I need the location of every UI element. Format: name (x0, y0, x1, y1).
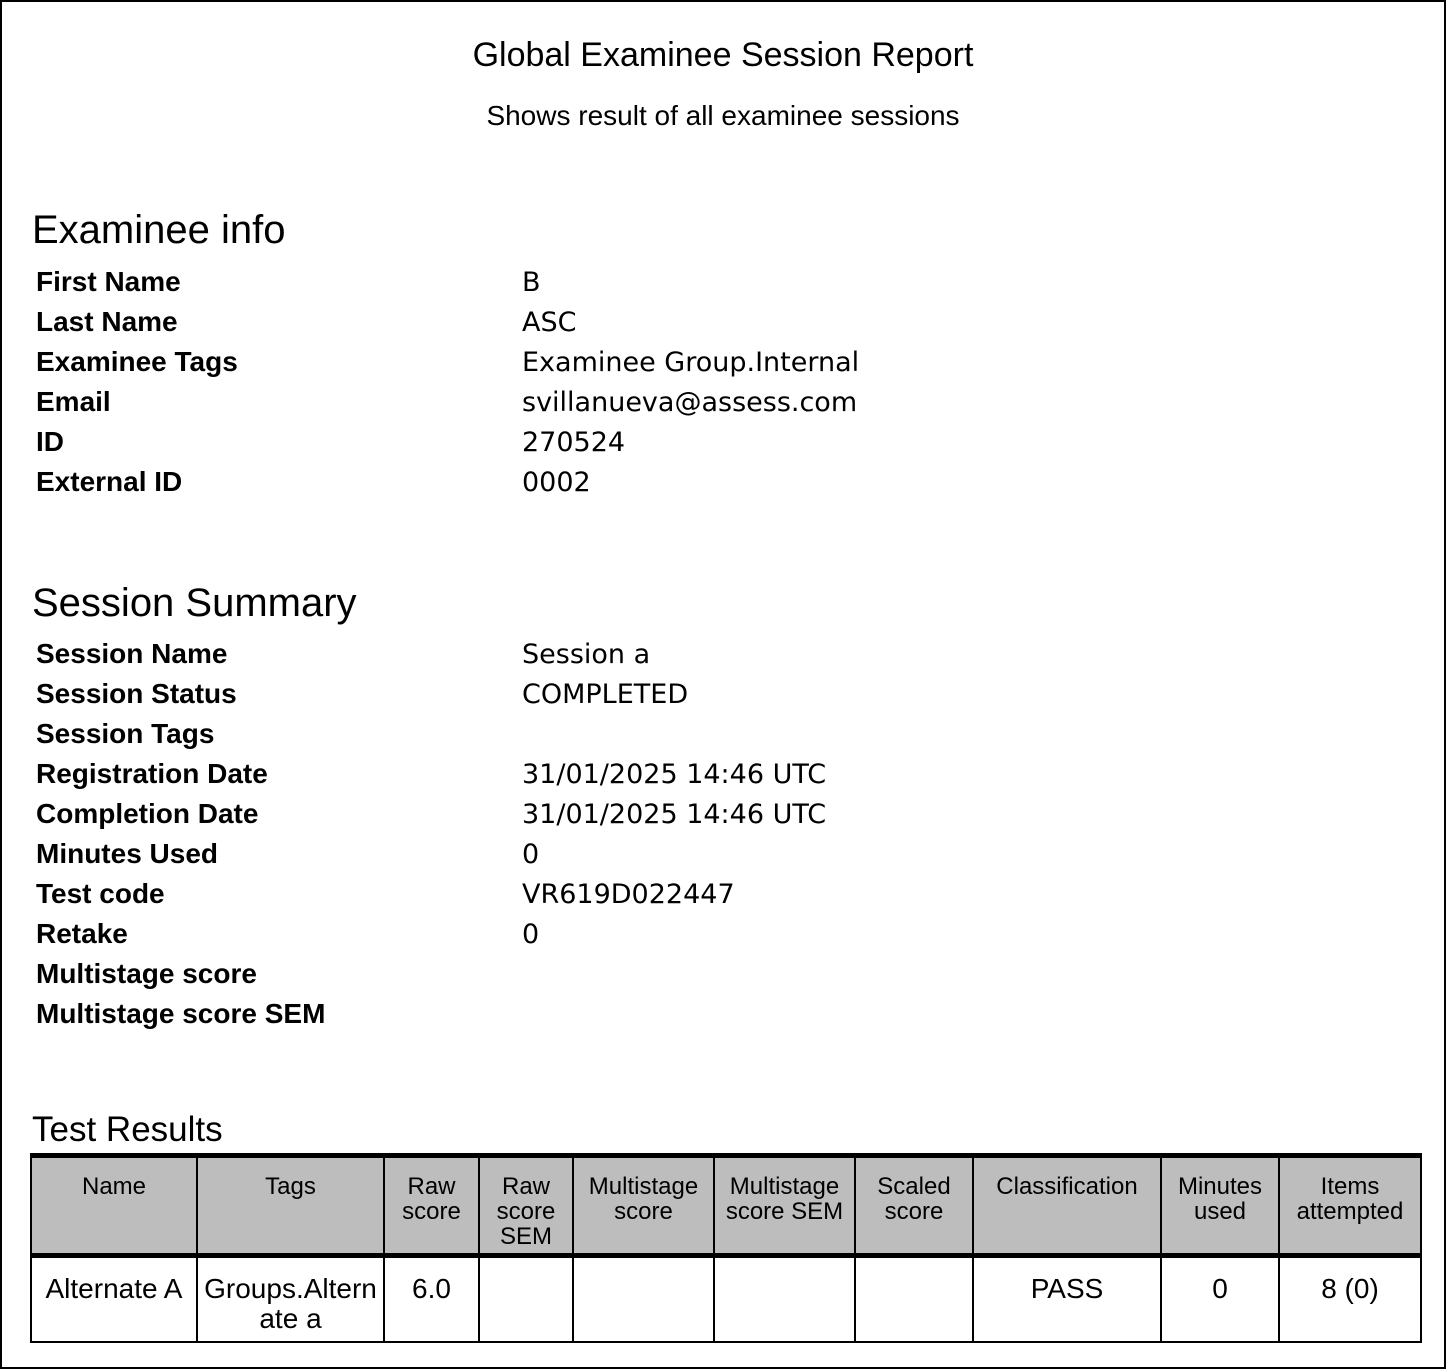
info-row (36, 914, 1036, 954)
info-row (36, 834, 1036, 874)
info-value: 270524 (522, 426, 626, 458)
column-header: Classification (973, 1156, 1161, 1256)
table-cell (714, 1256, 855, 1342)
info-label: External ID (36, 466, 183, 497)
info-row (36, 794, 1036, 834)
column-header: Minutes used (1161, 1156, 1279, 1256)
info-row (36, 874, 1036, 914)
info-value: Examinee Group.Internal (522, 346, 860, 378)
table-cell: 6.0 (384, 1256, 479, 1342)
info-value: VR619D022447 (522, 878, 735, 910)
column-header: Multistage score (573, 1156, 714, 1256)
session-summary-heading: Session Summary (32, 581, 357, 625)
info-row (36, 302, 1036, 342)
info-label: Session Tags (36, 718, 215, 749)
test-results-table (30, 1153, 1422, 1343)
info-value: ASC (522, 306, 577, 338)
info-row (36, 342, 1036, 382)
report-subtitle: Shows result of all examinee sessions (486, 100, 960, 131)
info-label: First Name (36, 266, 181, 297)
table-cell: PASS (973, 1256, 1161, 1342)
table-cell (479, 1256, 573, 1342)
info-label: Test code (36, 878, 165, 909)
info-label: Session Status (36, 678, 237, 709)
info-label: Last Name (36, 306, 178, 337)
table-cell: Groups.Alternate a (197, 1256, 384, 1342)
info-label: Minutes Used (36, 838, 219, 869)
info-value: Session a (522, 638, 651, 670)
column-header: Name (31, 1156, 197, 1256)
table-cell: Alternate A (31, 1256, 197, 1342)
info-row (36, 674, 1036, 714)
info-row (36, 382, 1036, 422)
session-summary-list (36, 634, 1036, 1034)
info-row (36, 714, 1036, 754)
info-label: Completion Date (36, 798, 259, 829)
info-value: 0 (522, 918, 540, 950)
info-label: Email (36, 386, 111, 417)
column-header: Tags (197, 1156, 384, 1256)
info-label: Registration Date (36, 758, 268, 789)
info-label: Multistage score (36, 958, 257, 989)
info-value: COMPLETED (522, 678, 689, 710)
table-row (31, 1256, 1421, 1342)
info-label: ID (36, 426, 64, 457)
column-header: Raw score SEM (479, 1156, 573, 1256)
info-value: 0002 (522, 466, 591, 498)
table-header-row (31, 1156, 1421, 1256)
examinee-info-list (36, 262, 1036, 502)
column-header: Scaled score (855, 1156, 973, 1256)
table-cell (855, 1256, 973, 1342)
info-value: svillanueva@assess.com (522, 386, 858, 418)
info-row (36, 262, 1036, 302)
table-cell: 0 (1161, 1256, 1279, 1342)
info-row (36, 954, 1036, 994)
info-row (36, 754, 1036, 794)
info-value: 31/01/2025 14:46 UTC (522, 758, 827, 790)
info-row (36, 422, 1036, 462)
column-header: Items attempted (1279, 1156, 1421, 1256)
table-cell: 8 (0) (1279, 1256, 1421, 1342)
column-header: Multistage score SEM (714, 1156, 855, 1256)
info-label: Retake (36, 918, 128, 949)
info-label: Multistage score SEM (36, 998, 326, 1029)
info-row (36, 462, 1036, 502)
info-row (36, 994, 1036, 1034)
info-value: 0 (522, 838, 540, 870)
test-results-heading: Test Results (32, 1110, 223, 1149)
info-value: 31/01/2025 14:46 UTC (522, 798, 827, 830)
table-cell (573, 1256, 714, 1342)
info-value: B (522, 266, 541, 298)
info-row (36, 634, 1036, 674)
info-label: Examinee Tags (36, 346, 238, 377)
info-label: Session Name (36, 638, 228, 669)
report-title: Global Examinee Session Report (472, 36, 974, 74)
examinee-info-heading: Examinee info (32, 208, 286, 252)
column-header: Raw score (384, 1156, 479, 1256)
